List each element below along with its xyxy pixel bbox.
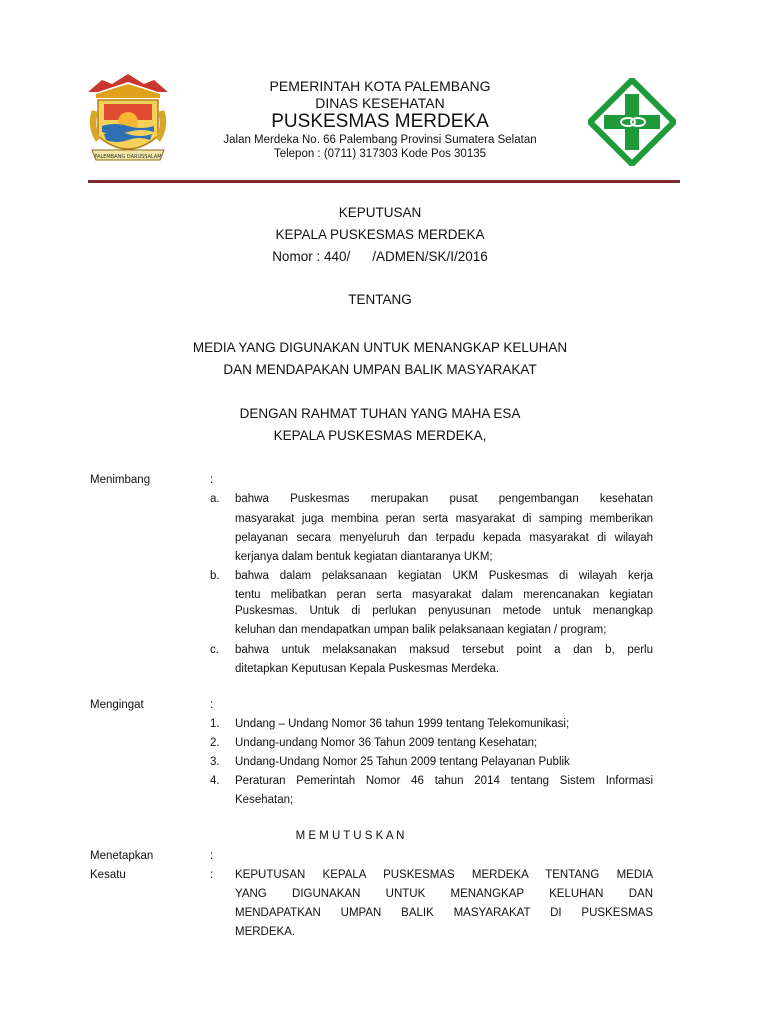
- list-item-line: ditetapkan Keputusan Kepala Puskesmas Merdeka.: [235, 663, 500, 675]
- list-item-line: pelayanan secara menyeluruh dan terpadu kepada masyarakat di wilayah: [235, 532, 653, 544]
- list-item-line: bahwa Puskesmas merupakan pusat pengembangan kesehatan: [235, 493, 653, 505]
- palembang-city-logo: [82, 70, 174, 170]
- letterhead-rule: [88, 180, 680, 183]
- menimbang-label: Menimbang: [90, 474, 151, 486]
- list-item-line: Kesehatan;: [235, 794, 294, 806]
- kesatu-line: KEPUTUSAN KEPALA PUSKESMAS MERDEKA TENTANG MEDIA: [235, 869, 653, 881]
- mengingat-label: Mengingat: [90, 699, 144, 711]
- kesatu-label: Kesatu: [90, 869, 126, 881]
- menimbang-marker-a: a.: [210, 493, 220, 505]
- doc-kepala: KEPALA PUSKESMAS MERDEKA: [275, 227, 485, 242]
- menetapkan-colon: :: [210, 850, 214, 862]
- logo-banner-text: PALEMBANG DARUSSALAM: [94, 154, 162, 160]
- list-item-line: Undang-Undang Nomor 25 Tahun 2009 tentang Pelayanan Publik: [235, 756, 570, 768]
- kesatu-line: YANG DIGUNAKAN UNTUK MENANGKAP KELUHAN DAN: [235, 888, 653, 900]
- kesatu-line: MERDEKA.: [235, 926, 296, 938]
- kesatu-colon: :: [210, 869, 214, 881]
- list-item-line: Peraturan Pemerintah Nomor 46 tahun 2014 tentang Sistem Informasi: [235, 775, 653, 787]
- doc-keputusan: KEPUTUSAN: [338, 205, 422, 220]
- list-item-line: bahwa dalam pelaksanaan kegiatan UKM Puskesmas di wilayah kerja: [235, 570, 653, 582]
- doc-subject-line1: MEDIA YANG DIGUNAKAN UNTUK MENANGKAP KELUHAN: [192, 340, 568, 355]
- puskesmas-logo: [588, 78, 676, 166]
- list-item-line: kerjanya dalam bentuk kegiatan diantaranya UKM;: [235, 551, 493, 563]
- list-item-line: masyarakat juga membina peran serta masyarakat di samping memberikan: [235, 513, 653, 525]
- kop-department: DINAS KESEHATAN: [315, 95, 445, 111]
- list-item-line: keluhan dan mendapatkan umpan balik pelaksanaan kegiatan / program;: [235, 624, 607, 636]
- doc-tentang: TENTANG: [348, 292, 412, 307]
- kesatu-line: MENDAPATKAN UMPAN BALIK MASYARAKAT DI PUSKESMAS: [235, 907, 653, 919]
- kop-address: Jalan Merdeka No. 66 Palembang Provinsi Sumatera Selatan: [223, 134, 537, 146]
- menimbang-marker-c: c.: [210, 644, 219, 656]
- list-item-line: tentu melibatkan peran serta masyarakat dalam merencanakan kegiatan: [235, 589, 653, 601]
- kop-phone: Telepon : (0711) 317303 Kode Pos 30135: [273, 148, 487, 160]
- list-item-line: Undang – Undang Nomor 36 tahun 1999 tentang Telekomunikasi;: [235, 718, 570, 730]
- menimbang-colon: :: [210, 474, 214, 486]
- doc-rahmat: DENGAN RAHMAT TUHAN YANG MAHA ESA: [239, 406, 521, 421]
- list-item-line: Puskesmas. Untuk di perlukan penyusunan metode untuk menangkap: [235, 605, 653, 617]
- menetapkan-label: Menetapkan: [90, 850, 154, 862]
- doc-kepala-signatory: KEPALA PUSKESMAS MERDEKA,: [273, 428, 487, 443]
- mengingat-colon: :: [210, 699, 214, 711]
- doc-subject-line2: DAN MENDAPAKAN UMPAN BALIK MASYARAKAT: [223, 362, 537, 377]
- menimbang-marker-b: b.: [210, 570, 220, 582]
- mengingat-marker-2: 2.: [210, 737, 220, 749]
- mengingat-marker-1: 1.: [210, 718, 220, 730]
- list-item-line: bahwa untuk melaksanakan maksud tersebut point a dan b, perlu: [235, 644, 653, 656]
- doc-nomor: [0, 249, 760, 264]
- kop-institution: PUSKESMAS MERDEKA: [271, 111, 489, 132]
- memutuskan-heading: M E M U T U S K A N: [295, 830, 405, 842]
- nomor-prefix: Nomor : 440/: [272, 249, 351, 264]
- nomor-suffix: /ADMEN/SK/I/2016: [372, 249, 488, 264]
- kop-government: PEMERINTAH KOTA PALEMBANG: [269, 78, 491, 94]
- list-item-line: Undang-undang Nomor 36 Tahun 2009 tentang Kesehatan;: [235, 737, 538, 749]
- mengingat-marker-3: 3.: [210, 756, 220, 768]
- mengingat-marker-4: 4.: [210, 775, 220, 787]
